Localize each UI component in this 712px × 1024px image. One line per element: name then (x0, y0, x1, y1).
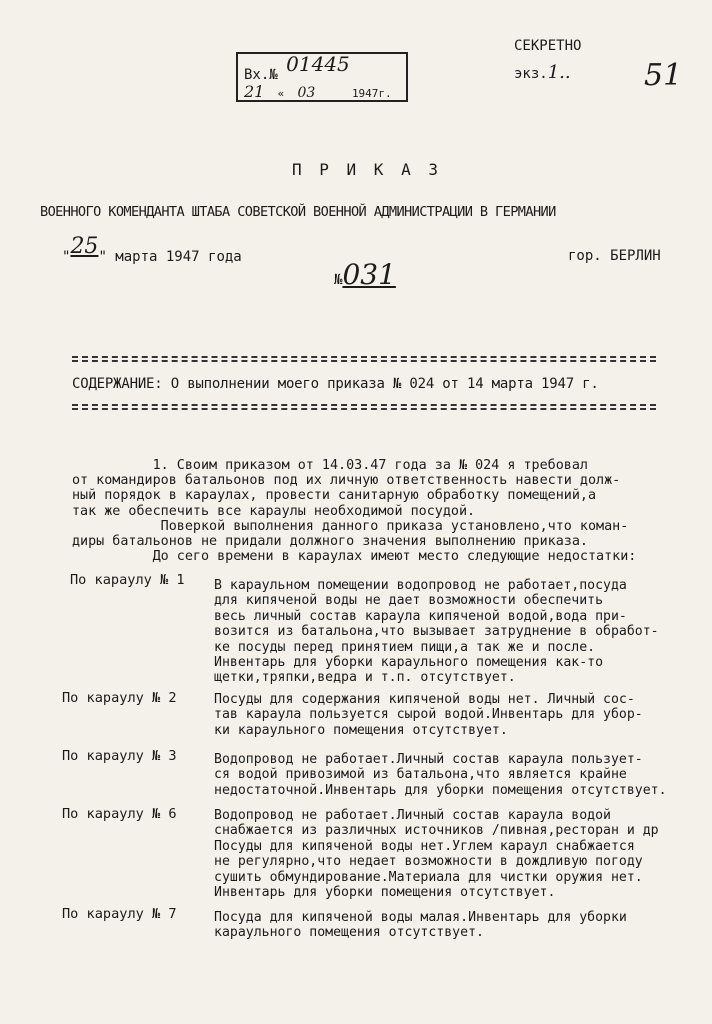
incoming-stamp (236, 52, 408, 102)
content-line: СОДЕРЖАНИЕ: О выполнении моего приказа № 024 от 14 марта 1947 г. (72, 376, 599, 392)
guard-item-text: Посуда для кипяченой воды малая.Инвентарь для уборки караульного помещения отсутствует. (214, 910, 627, 941)
stamp-day: 21 (244, 82, 265, 101)
stamp-month: 03 (297, 85, 316, 101)
document-subtitle: ВОЕННОГО КОМЕНДАНТА ШТАБА СОВЕТСКОЙ ВОЕННОЙ АДМИНИСТРАЦИИ В ГЕРМАНИИ (40, 204, 556, 220)
top-rule (72, 356, 656, 362)
date-day: 25 (70, 234, 99, 259)
date-line (62, 234, 242, 267)
guard-item-label: По караулу № 3 (62, 748, 177, 764)
order-number (334, 258, 396, 291)
copy-label (514, 62, 571, 83)
date-rest: " марта 1947 года (98, 249, 242, 265)
secret-label: СЕКРЕТНО (514, 38, 582, 54)
order-number-sign: № (334, 272, 343, 288)
page-number: 51 (644, 58, 683, 93)
order-number-value: 031 (342, 258, 396, 291)
guard-item-text: Водопровод не работает.Личный состав караула водой снабжается из различных источников /пивная,ресторан и др Посуды для кипяченой воды нет.Углем караул снабжается не регулярно,что недает возможности в дождливую погоду сушить обмундирование.Материала для чистки оружия нет. Инвентарь для уборки помещения отсутствует. (214, 808, 659, 901)
stamp-in-number: 01445 (286, 52, 350, 76)
stamp-year-suffix: г. (378, 87, 392, 100)
document-title: П Р И К А З (292, 160, 442, 179)
stamp-in-prefix: Вх.№ (244, 67, 278, 83)
bottom-rule (72, 404, 656, 410)
guard-item-label: По караулу № 6 (62, 806, 177, 822)
stamp-date-row (244, 82, 392, 101)
stamp-quote: « (270, 87, 291, 100)
guard-item-label: По караулу № 7 (62, 906, 177, 922)
intro-paragraph: 1. Своим приказом от 14.03.47 года за № 024 я требовал от командиров батальонов под их личную ответственность навести долж- ный порядок в караулах, провести санитарную обработку помещений,а так же обеспечить все караулы необходимой посудой. Поверкой выполнения данного приказа установлено,что коман- диры батальонов не придали должного значения выполнению приказа. До сего времени в караулах имеют место следующие недостатки: (72, 458, 637, 565)
guard-item-text: Посуды для содержания кипяченой воды нет. Личный сос- тав караула пользуется сырой водой.Инвентарь для убор- ки караульного помещения отсутствует. (214, 692, 643, 738)
copy-label-text: экз. (514, 66, 548, 82)
guard-item-label: По караулу № 1 (70, 572, 185, 588)
city: гор. БЕРЛИН (568, 248, 661, 264)
guard-item-label: По караулу № 2 (62, 690, 177, 706)
stamp-number-row (244, 52, 350, 84)
guard-item-text: В караульном помещении водопровод не работает,посуда для кипяченой воды не дает возможности обеспечить весь личный состав караула кипяченой водой,вода при- возится из батальона,что вызывает затруднение в обработ- ке посуды перед принятием пищи,а так же и после. Инвентарь для уборки караульного помещения как-то щетки,тряпки,ведра и т.п. отсутствует. (214, 578, 659, 686)
stamp-year: 1947 (351, 87, 379, 100)
date-open-quote: " (62, 249, 71, 265)
guard-item-text: Водопровод не работает.Личный состав караула пользует- ся водой привозимой из батальона,что является крайне недостаточной.Инвентарь для уборки помещения отсутствует. (214, 752, 667, 798)
copy-number: 1.. (547, 62, 571, 83)
